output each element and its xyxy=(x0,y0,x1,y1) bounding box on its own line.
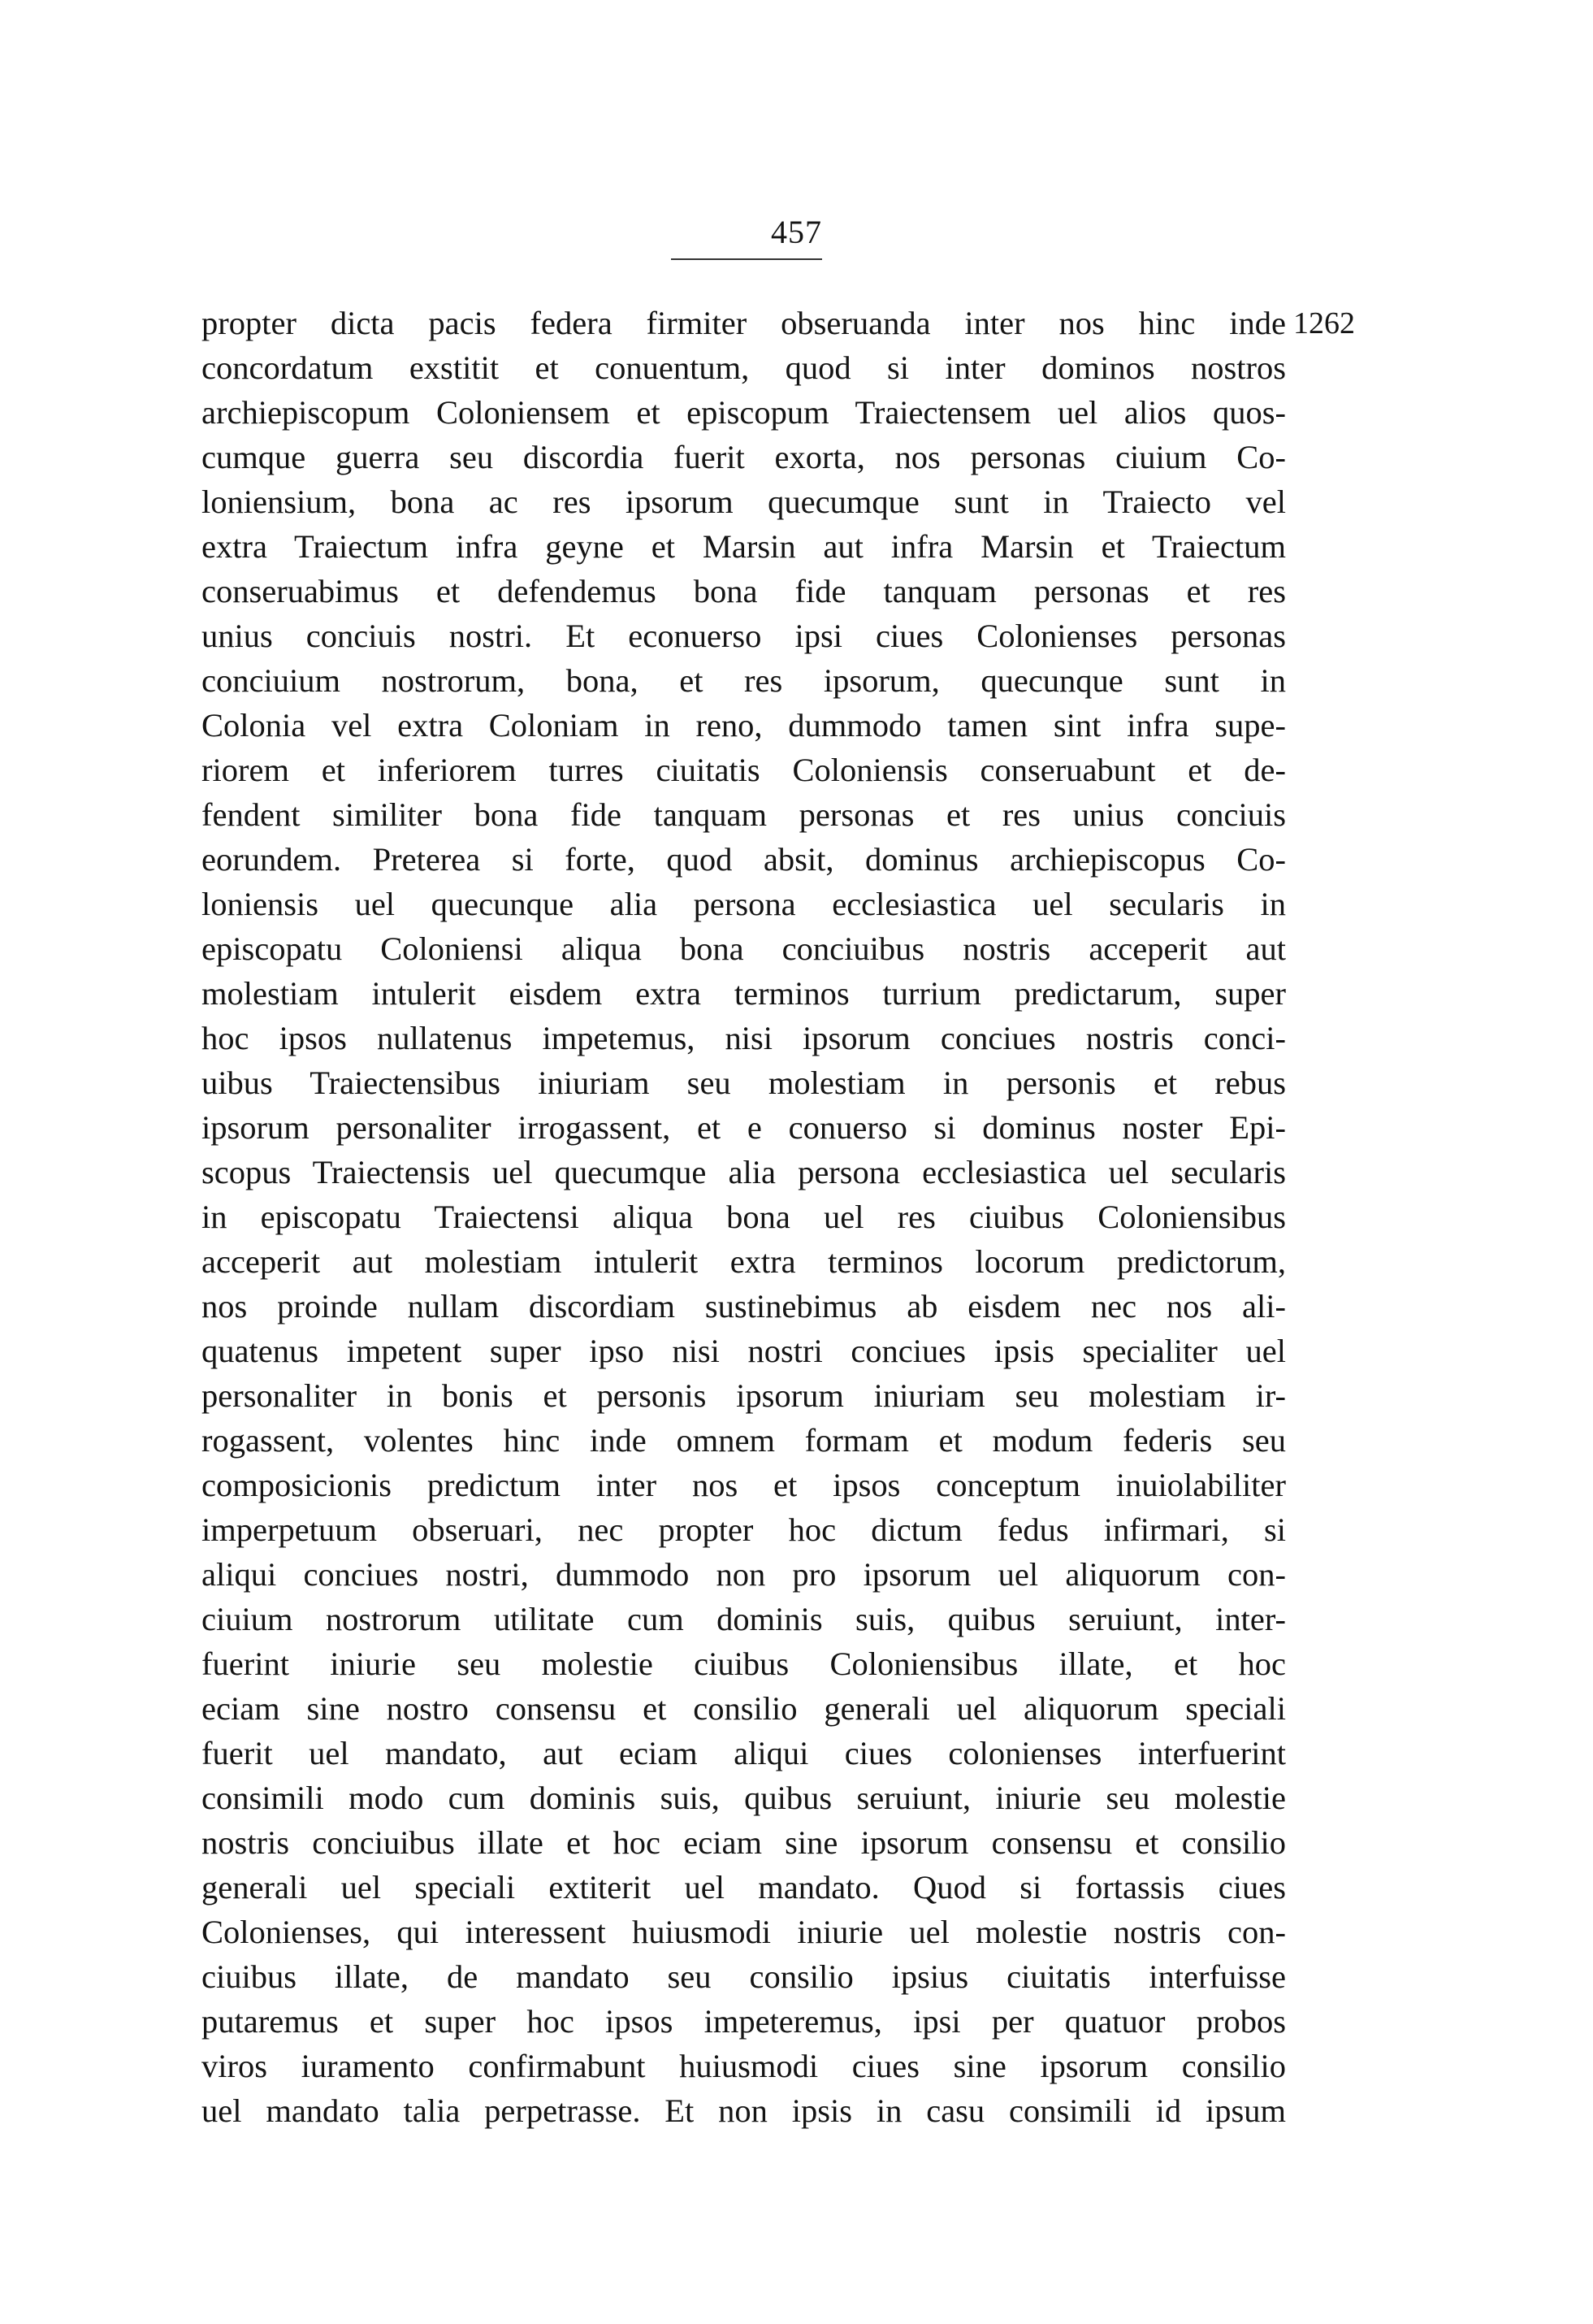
text-line: uibus Traiectensibus iniuriam seu molestiam in personis et rebus xyxy=(201,1064,1286,1101)
text-line: episcopatu Coloniensi aliqua bona conciuibus nostris acceperit aut xyxy=(201,930,1286,967)
text-line: cumque guerra seu discordia fuerit exorta, nos personas ciuium Co- xyxy=(201,439,1286,475)
text-line: Colonienses, qui interessent huiusmodi iniurie uel molestie nostris con- xyxy=(201,1914,1286,1950)
text-line: riorem et inferiorem turres ciuitatis Coloniensis conseruabunt et de- xyxy=(201,752,1286,788)
text-line: rogassent, volentes hinc inde omnem formam et modum federis seu xyxy=(201,1422,1286,1459)
text-line: fuerit uel mandato, aut eciam aliqui ciues colonienses interfuerint xyxy=(201,1735,1286,1771)
text-line: conciuium nostrorum, bona, et res ipsorum, quecunque sunt in xyxy=(201,662,1286,699)
text-line: aliqui conciues nostri, dummodo non pro ipsorum uel aliquorum con- xyxy=(201,1556,1286,1593)
text-line: hoc ipsos nullatenus impetemus, nisi ipsorum conciues nostris conci- xyxy=(201,1020,1286,1056)
page-number-rule xyxy=(671,258,822,260)
text-line: consimili modo cum dominis suis, quibus seruiunt, iniurie seu molestie xyxy=(201,1780,1286,1816)
text-line: Colonia vel extra Coloniam in reno, dummodo tamen sint infra supe- xyxy=(201,707,1286,744)
text-line: loniensium, bona ac res ipsorum quecumque sunt in Traiecto vel xyxy=(201,483,1286,520)
text-line: acceperit aut molestiam intulerit extra terminos locorum predictorum, xyxy=(201,1243,1286,1280)
text-line: propter dicta pacis federa firmiter obseruanda inter nos hinc inde xyxy=(201,305,1286,341)
text-line: nos proinde nullam discordiam sustinebimus ab eisdem nec nos ali- xyxy=(201,1288,1286,1325)
text-line: quatenus impetent super ipso nisi nostri conciues ipsis specialiter uel xyxy=(201,1333,1286,1369)
text-line: in episcopatu Traiectensi aliqua bona uel res ciuibus Coloniensibus xyxy=(201,1199,1286,1235)
text-line: putaremus et super hoc ipsos impeteremus, ipsi per quatuor probos xyxy=(201,2003,1286,2040)
text-line: eciam sine nostro consensu et consilio generali uel aliquorum speciali xyxy=(201,1690,1286,1727)
text-line: conseruabimus et defendemus bona fide tanquam personas et res xyxy=(201,573,1286,609)
text-line: imperpetuum obseruari, nec propter hoc dictum fedus infirmari, si xyxy=(201,1511,1286,1548)
text-line: viros iuramento confirmabunt huiusmodi ciues sine ipsorum consilio xyxy=(201,2048,1286,2084)
text-line: uel mandato talia perpetrasse. Et non ipsis in casu consimili id ipsum xyxy=(201,2092,1286,2129)
text-line: archiepiscopum Coloniensem et episcopum Traiectensem uel alios quos- xyxy=(201,394,1286,431)
text-line: molestiam intulerit eisdem extra terminos turrium predictarum, super xyxy=(201,975,1286,1012)
text-line: scopus Traiectensis uel quecumque alia persona ecclesiastica uel secularis xyxy=(201,1154,1286,1190)
text-line: composicionis predictum inter nos et ipsos conceptum inuiolabiliter xyxy=(201,1467,1286,1503)
text-line: personaliter in bonis et personis ipsorum iniuriam seu molestiam ir- xyxy=(201,1377,1286,1414)
text-line: ipsorum personaliter irrogassent, et e conuerso si dominus noster Epi- xyxy=(201,1109,1286,1146)
text-line: loniensis uel quecunque alia persona ecclesiastica uel secularis in xyxy=(201,886,1286,922)
text-line: fuerint iniurie seu molestie ciuibus Coloniensibus illate, et hoc xyxy=(201,1645,1286,1682)
text-line: ciuibus illate, de mandato seu consilio ipsius ciuitatis interfuisse xyxy=(201,1958,1286,1995)
text-line: concordatum exstitit et conuentum, quod si inter dominos nostros xyxy=(201,349,1286,386)
page-number: 457 xyxy=(771,214,822,250)
text-line: extra Traiectum infra geyne et Marsin aut infra Marsin et Traiectum xyxy=(201,528,1286,565)
text-line: fendent similiter bona fide tanquam personas et res unius conciuis xyxy=(201,796,1286,833)
body-text xyxy=(201,301,1286,2133)
text-line: unius conciuis nostri. Et econuerso ipsi ciues Colonienses personas xyxy=(201,618,1286,654)
text-line: nostris conciuibus illate et hoc eciam sine ipsorum consensu et consilio xyxy=(201,1824,1286,1861)
text-line: ciuium nostrorum utilitate cum dominis suis, quibus seruiunt, inter- xyxy=(201,1601,1286,1637)
text-line: generali uel speciali extiterit uel mandato. Quod si fortassis ciues xyxy=(201,1869,1286,1906)
margin-year-note: 1262 xyxy=(1293,306,1355,340)
text-line: eorundem. Preterea si forte, quod absit, dominus archiepiscopus Co- xyxy=(201,841,1286,878)
